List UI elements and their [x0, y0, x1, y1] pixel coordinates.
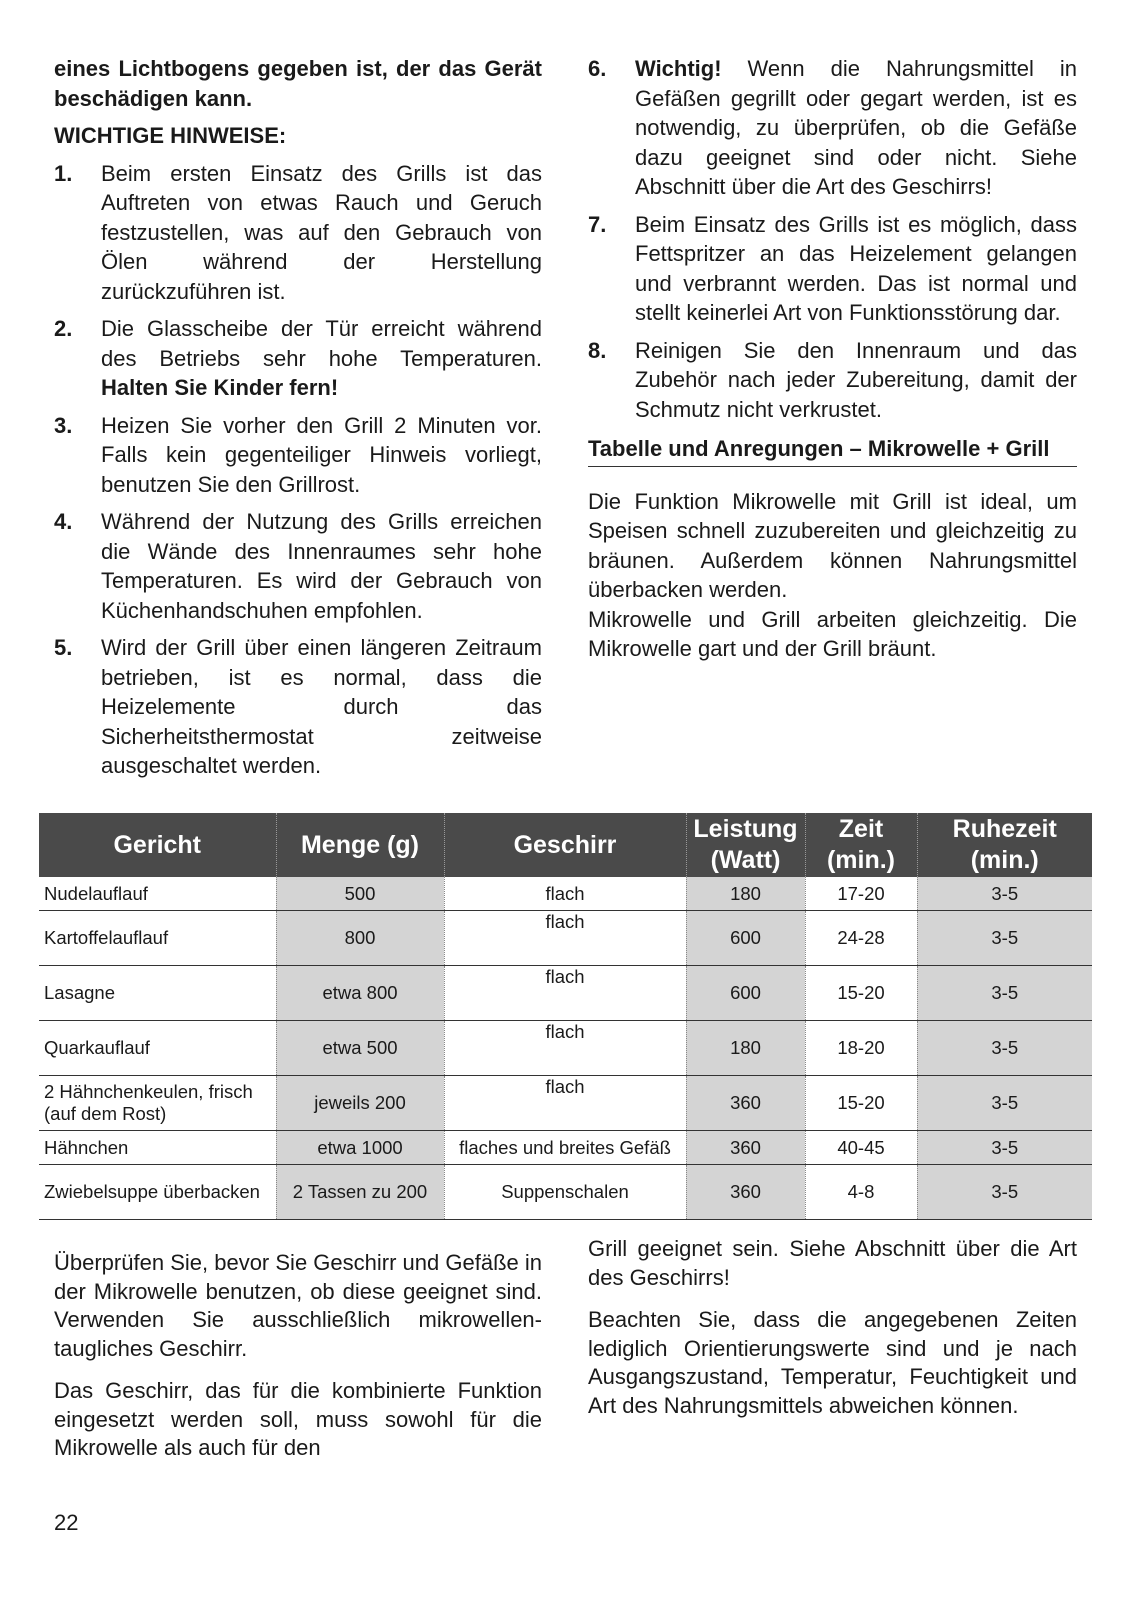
- cell-menge: 800: [276, 911, 444, 966]
- header-menge: Menge (g): [276, 813, 444, 877]
- note-text: Wird der Grill über einen längeren Zeitraum betrieben, ist es normal, dass die Heizelemente durch das Sicherheitsthermostat zeitweise ausgeschaltet werden.: [101, 635, 542, 778]
- table-header-row: [39, 813, 1092, 877]
- cell-menge: etwa 500: [276, 1021, 444, 1076]
- note-number: 7.: [588, 211, 607, 237]
- cell-leistung: 180: [686, 877, 805, 911]
- important-notes-heading: WICHTIGE HINWEISE:: [54, 123, 287, 148]
- note-item: [588, 210, 1077, 328]
- cell-gericht: Zwiebelsuppe überbacken: [39, 1165, 276, 1220]
- note-text: Wenn die Nahrungsmittel in Gefäßen gegrillt oder gegart werden, ist es notwendig, zu überprüfen, ob die Gefäße dazu geeignet sind oder nicht. Siehe Abschnitt über die Art des Geschirrs!: [635, 56, 1077, 199]
- cell-leistung: 600: [686, 966, 805, 1021]
- left-column: [54, 54, 542, 789]
- note-number: 1.: [54, 160, 73, 186]
- table-row: [39, 1076, 1092, 1131]
- header-zeit: Zeit (min.): [805, 813, 917, 877]
- cell-geschirr: flach: [444, 966, 686, 1021]
- cell-menge: 500: [276, 877, 444, 911]
- cell-leistung: 180: [686, 1021, 805, 1076]
- cooking-table: [39, 813, 1092, 1220]
- bottom-left-paragraph-2: Das Geschirr, das für die kombinierte Funktion eingesetzt werden soll, muss sowohl für die Mikrowelle als auch für den: [54, 1378, 542, 1460]
- cell-gericht: Hähnchen: [39, 1131, 276, 1165]
- note-number: 8.: [588, 337, 607, 363]
- bottom-right-paragraph-2: Beachten Sie, dass die angegebenen Zeiten lediglich Orientierungswerte sind und je nach Ausgangszustand, Temperatur, Feuchtigkeit und Art des Nahrungsmittels abweichen können.: [588, 1307, 1077, 1418]
- cell-geschirr: flach: [444, 911, 686, 966]
- cell-ruhezeit: 3-5: [917, 966, 1092, 1021]
- section-title: Tabelle und Anregungen – Mikrowelle + Grill: [588, 434, 1077, 467]
- table-row: [39, 1131, 1092, 1165]
- intro-paragraph-2: Mikrowelle und Grill arbeiten gleichzeitig. Die Mikrowelle gart und der Grill bräunt.: [588, 606, 1077, 661]
- right-column: [588, 54, 1077, 664]
- lead-bold-text: eines Lichtbogens gegeben ist, der das Gerät beschädigen kann.: [54, 56, 542, 111]
- cell-leistung: 360: [686, 1131, 805, 1165]
- note-bold-head: Wichtig!: [635, 56, 722, 81]
- note-text: Heizen Sie vorher den Grill 2 Minuten vor. Falls kein gegenteiliger Hinweis vorliegt, benutzen Sie den Grillrost.: [101, 412, 542, 497]
- cell-zeit: 4-8: [805, 1165, 917, 1220]
- bottom-left-paragraph: Überprüfen Sie, bevor Sie Geschirr und Gefäße in der Mikrowelle benutzen, ob diese geeignet sind. Verwenden Sie ausschließlich mikrowellen-taugliches Geschirr.: [54, 1250, 542, 1361]
- note-text: Während der Nutzung des Grills erreichen die Wände des Innenraumes sehr hohe Temperaturen. Es wird der Gebrauch von Küchenhandschuhen empfohlen.: [101, 509, 542, 623]
- table-row: [39, 1021, 1092, 1076]
- cell-menge: etwa 800: [276, 966, 444, 1021]
- header-gericht: Gericht: [39, 813, 276, 877]
- header-geschirr: Geschirr: [444, 813, 686, 877]
- bottom-left-column: [54, 1249, 542, 1477]
- cell-zeit: 40-45: [805, 1131, 917, 1165]
- notes-list-left: [54, 159, 542, 781]
- note-text: Reinigen Sie den Innenraum und das Zubehör nach jeder Zubereitung, damit der Schmutz nicht verkrustet.: [635, 337, 1077, 422]
- cell-zeit: 17-20: [805, 877, 917, 911]
- cell-ruhezeit: 3-5: [917, 1021, 1092, 1076]
- page-number: 22: [54, 1510, 79, 1535]
- note-item: [54, 159, 542, 307]
- note-text: Die Glasscheibe der Tür erreicht während des Betriebs sehr hohe Temperaturen.: [101, 316, 542, 371]
- note-number: 5.: [54, 635, 73, 660]
- table-row: [39, 966, 1092, 1021]
- bottom-right-paragraph: Grill geeignet sein. Siehe Abschnitt über die Art des Geschirrs!: [588, 1236, 1077, 1290]
- note-number: 3.: [54, 412, 73, 438]
- note-text: Beim Einsatz des Grills ist es möglich, dass Fettspritzer an das Heizelement gelangen und verbrannt werden. Das ist normal und stellt keinerlei Art von Funktionsstörung dar.: [635, 211, 1077, 325]
- note-bold-tail: Halten Sie Kinder fern!: [101, 375, 339, 400]
- cell-ruhezeit: 3-5: [917, 1165, 1092, 1220]
- cell-geschirr: flaches und breites Gefäß: [444, 1131, 686, 1165]
- note-item: [54, 411, 542, 500]
- cell-leistung: 360: [686, 1165, 805, 1220]
- note-text: Beim ersten Einsatz des Grills ist das Auftreten von etwas Rauch und Geruch festzustellen, was auf den Gebrauch von Ölen während der Herstellung zurückzuführen ist.: [101, 160, 542, 304]
- cell-zeit: 24-28: [805, 911, 917, 966]
- cell-ruhezeit: 3-5: [917, 1076, 1092, 1131]
- note-item: [588, 336, 1077, 425]
- note-number: 2.: [54, 316, 73, 341]
- cell-gericht: 2 Hähnchenkeulen, frisch (auf dem Rost): [39, 1076, 276, 1131]
- cell-geschirr: flach: [444, 1021, 686, 1076]
- cell-geschirr: flach: [444, 877, 686, 911]
- cell-zeit: 18-20: [805, 1021, 917, 1076]
- cell-leistung: 360: [686, 1076, 805, 1131]
- note-number: 4.: [54, 509, 73, 534]
- note-item: [588, 54, 1077, 202]
- cell-geschirr: flach: [444, 1076, 686, 1131]
- cell-gericht: Nudelauflauf: [39, 877, 276, 911]
- cell-gericht: Lasagne: [39, 966, 276, 1021]
- cell-gericht: Quarkauflauf: [39, 1021, 276, 1076]
- cell-menge: jeweils 200: [276, 1076, 444, 1131]
- cell-zeit: 15-20: [805, 1076, 917, 1131]
- header-leistung: Leistung (Watt): [686, 813, 805, 877]
- note-item: [54, 507, 542, 625]
- cell-ruhezeit: 3-5: [917, 877, 1092, 911]
- cell-geschirr: Suppenschalen: [444, 1165, 686, 1220]
- bottom-right-column: [588, 1235, 1077, 1434]
- cell-leistung: 600: [686, 911, 805, 966]
- table-row: [39, 911, 1092, 966]
- note-item: [54, 314, 542, 403]
- intro-paragraph: Die Funktion Mikrowelle mit Grill ist ideal, um Speisen schnell zuzubereiten und gleichzeitig zu bräunen. Außerdem können Nahrungsmittel überbacken werden.: [588, 488, 1077, 602]
- table-row: [39, 877, 1092, 911]
- cell-menge: 2 Tassen zu 200: [276, 1165, 444, 1220]
- note-number: 6.: [588, 56, 607, 81]
- notes-list-right: [588, 54, 1077, 424]
- table-row: [39, 1165, 1092, 1220]
- cell-ruhezeit: 3-5: [917, 911, 1092, 966]
- header-ruhezeit: Ruhezeit (min.): [917, 813, 1092, 877]
- note-item: [54, 633, 542, 781]
- cell-menge: etwa 1000: [276, 1131, 444, 1165]
- cell-gericht: Kartoffelauflauf: [39, 911, 276, 966]
- cell-ruhezeit: 3-5: [917, 1131, 1092, 1165]
- cell-zeit: 15-20: [805, 966, 917, 1021]
